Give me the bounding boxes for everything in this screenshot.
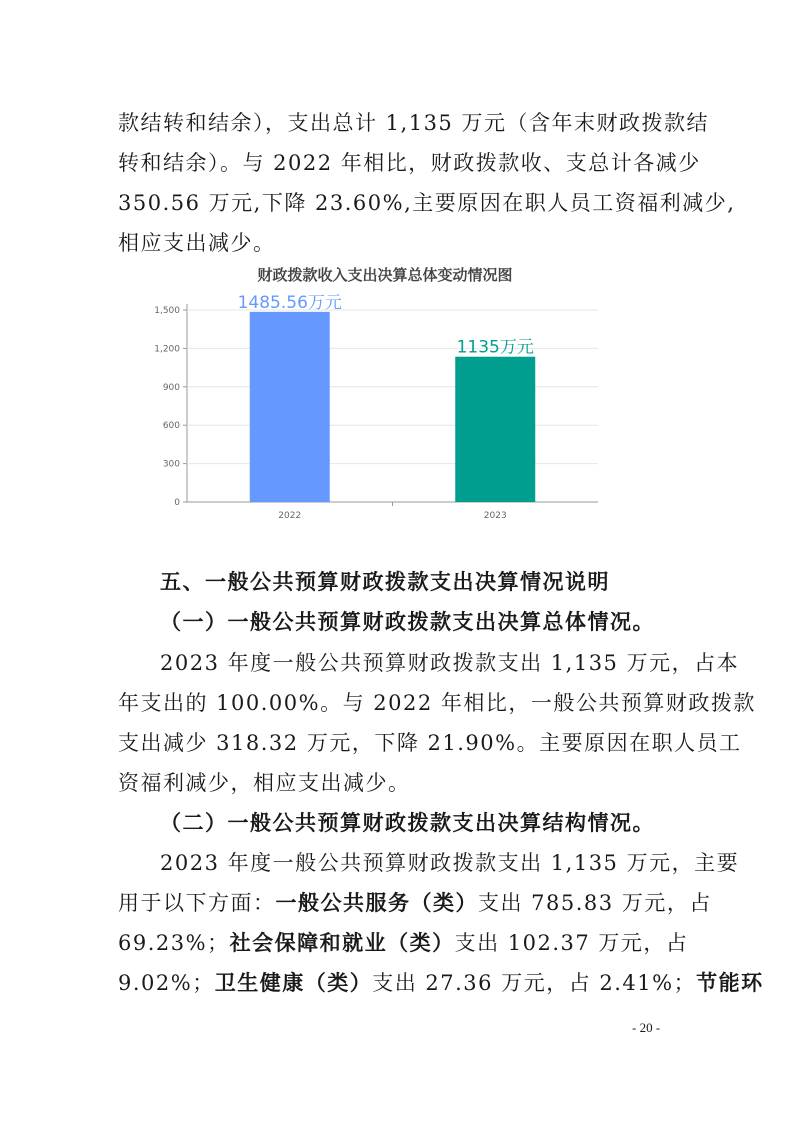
- paragraph-line: 支出减少 318.32 万元，下降 21.90%。主要原因在职人员工: [118, 731, 742, 755]
- paragraph-line: [118, 968, 764, 998]
- budget-change-bar-chart: [140, 262, 610, 524]
- bar-2023: [455, 357, 535, 502]
- category-name: 节能环: [696, 970, 764, 995]
- page-number: - 20 -: [632, 1020, 661, 1035]
- subsection-heading: （一）一般公共预算财政拨款支出决算总体情况。: [160, 610, 655, 634]
- paragraph-line: 资福利减少，相应支出减少。: [118, 771, 411, 795]
- category-name: 卫生健康（类）: [214, 970, 373, 995]
- data-label: 1485.56万元: [237, 292, 342, 313]
- paragraph-line: 350.56 万元,下降 23.60%,主要原因在职人员工资福利减少,: [118, 191, 736, 215]
- x-tick-label: 2023: [483, 511, 507, 521]
- paragraph-line: 年支出的 100.00%。与 2022 年相比，一般公共预算财政拨款: [118, 691, 756, 715]
- chart-title: 财政拨款收入支出决算总体变动情况图: [257, 266, 513, 284]
- x-tick-label: 2022: [278, 511, 302, 521]
- text-run: 69.23%；: [118, 931, 230, 955]
- y-tick-label: 0: [174, 498, 180, 508]
- paragraph-line: 款结转和结余），支出总计 1,135 万元（含年末财政拨款结: [118, 111, 709, 135]
- text-run: 支出 27.36 万元，占 2.41%；: [372, 971, 697, 995]
- text-run: 支出 102.37 万元，占: [454, 931, 689, 955]
- text-run: 9.02%；: [118, 971, 215, 995]
- category-name: 社会保障和就业（类）: [229, 930, 455, 955]
- paragraph-line: 转和结余）。与 2022 年相比，财政拨款收、支总计各减少: [118, 151, 701, 175]
- subsection-heading: （二）一般公共预算财政拨款支出决算结构情况。: [160, 811, 655, 835]
- section-heading: 五、一般公共预算财政拨款支出决算情况说明: [160, 570, 610, 594]
- text-run: 支出 785.83 万元，占: [478, 891, 712, 915]
- paragraph-line: [118, 928, 689, 958]
- y-tick-label: 1,500: [154, 306, 180, 316]
- y-tick-label: 300: [162, 459, 180, 470]
- paragraph-line: 相应支出减少。: [118, 231, 276, 255]
- y-tick-label: 600: [162, 421, 180, 432]
- category-name: 一般公共服务（类）: [275, 890, 478, 915]
- bar-2022: [250, 312, 330, 502]
- text-run: 用于以下方面：: [118, 891, 276, 915]
- paragraph-line: [118, 888, 712, 918]
- paragraph-line: 2023 年度一般公共预算财政拨款支出 1,135 万元，主要: [160, 851, 740, 875]
- y-tick-label: 1,200: [154, 344, 180, 355]
- data-label: 1135万元: [456, 337, 534, 358]
- y-tick-label: 900: [162, 382, 180, 393]
- paragraph-line: 2023 年度一般公共预算财政拨款支出 1,135 万元，占本: [160, 651, 740, 675]
